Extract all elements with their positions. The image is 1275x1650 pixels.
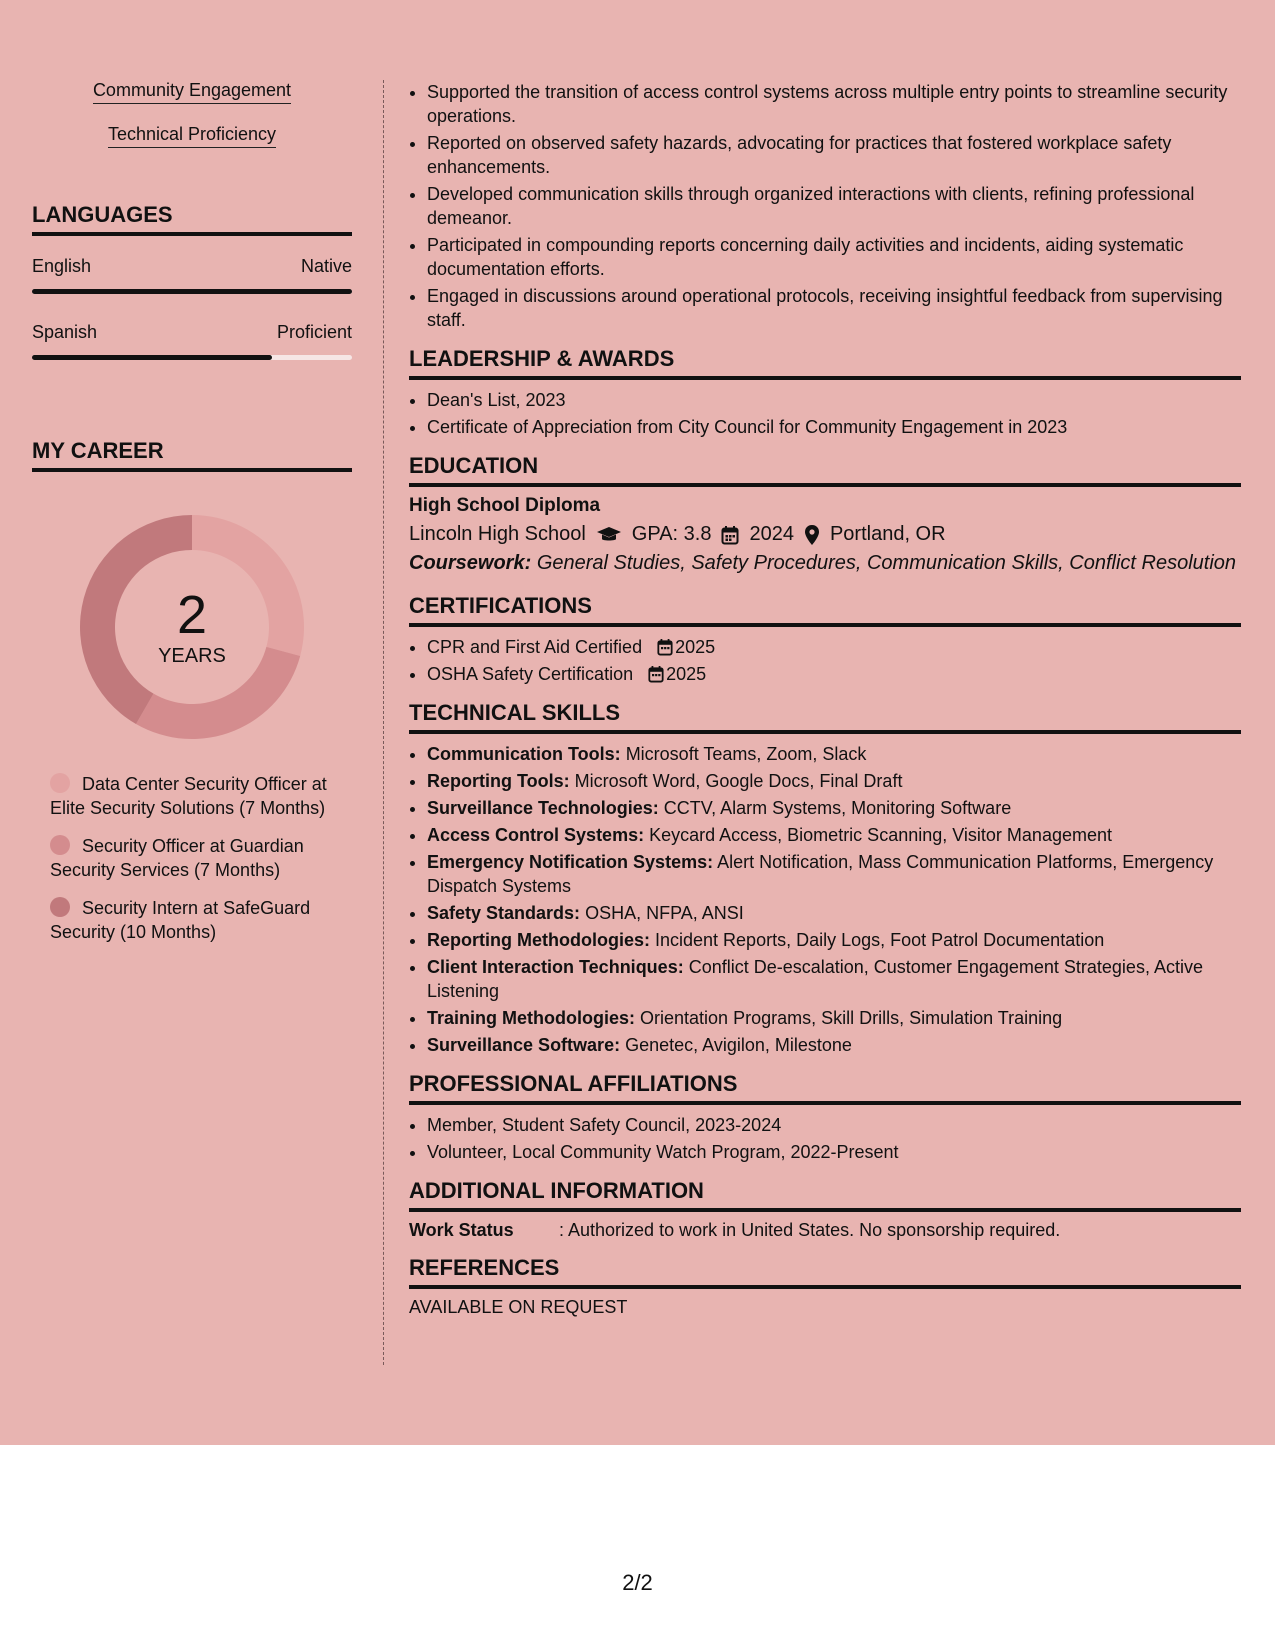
career-legend-item: [50, 772, 330, 820]
career-years-value: 2: [176, 584, 208, 645]
list-item: • Member, Student Safety Council, 2023-2024: [427, 1113, 1241, 1137]
calendar-icon: [648, 665, 664, 683]
calendar-icon: [721, 525, 739, 545]
skill-label: Communication Tools:: [427, 744, 621, 764]
career-years-unit: YEARS: [158, 644, 226, 667]
graduation-cap-icon: [596, 525, 622, 545]
skill-value: Genetec, Avigilon, Milestone: [625, 1035, 852, 1055]
education-gpa: GPA: 3.8: [631, 523, 712, 545]
language-proficiency-bar: [32, 355, 352, 360]
certifications-list: [409, 635, 1241, 686]
work-status: [409, 1220, 1241, 1241]
education-school: Lincoln High School: [409, 523, 586, 545]
list-item: • Participated in compounding reports concerning daily activities and incidents, aiding systematic documentation efforts.: [427, 233, 1241, 281]
leadership-heading: LEADERSHIP & AWARDS: [409, 346, 1241, 380]
legend-dot: [50, 897, 70, 917]
education-location: Portland, OR: [829, 523, 946, 545]
skill-label: Emergency Notification Systems:: [427, 852, 714, 872]
education-degree: High School Diploma: [409, 495, 601, 516]
skill-label: Safety Standards:: [427, 903, 581, 923]
skill-link-community-engagement[interactable]: Community Engagement: [93, 80, 291, 104]
list-item: [427, 850, 1241, 898]
career-legend-item: [50, 896, 330, 944]
skill-label: Reporting Tools:: [427, 771, 570, 791]
location-pin-icon: [804, 524, 820, 546]
career-donut-chart: [77, 512, 307, 742]
affiliations-heading: PROFESSIONAL AFFILIATIONS: [409, 1071, 1241, 1105]
list-item: • Certificate of Appreciation from City Council for Community Engagement in 2023: [427, 415, 1241, 439]
work-status-label: Work Status: [409, 1220, 514, 1240]
technical-skills-heading: TECHNICAL SKILLS: [409, 700, 1241, 734]
references-heading: REFERENCES: [409, 1255, 1241, 1289]
work-status-value: : Authorized to work in United States. No sponsorship required.: [559, 1220, 1061, 1240]
legend-dot: [50, 773, 70, 793]
education-year: 2024: [749, 523, 794, 545]
calendar-icon: [657, 638, 673, 656]
list-item: [427, 796, 1241, 820]
legend-label: Security Officer at Guardian Security Services (7 Months): [50, 836, 304, 880]
skill-value: Microsoft Teams, Zoom, Slack: [625, 744, 867, 764]
education-heading: EDUCATION: [409, 453, 1241, 487]
additional-info-heading: ADDITIONAL INFORMATION: [409, 1178, 1241, 1212]
language-proficiency-bar: [32, 289, 352, 294]
language-name: Spanish: [32, 322, 98, 342]
skill-label: Client Interaction Techniques:: [427, 957, 684, 977]
skill-value: Conflict De-escalation, Customer Engagement Strategies, Active Listening: [427, 957, 1203, 1001]
list-item: • Volunteer, Local Community Watch Program, 2022-Present: [427, 1140, 1241, 1164]
skill-value: Keycard Access, Biometric Scanning, Visitor Management: [649, 825, 1112, 845]
education-details: [409, 523, 1241, 546]
skill-value: Microsoft Word, Google Docs, Final Draft: [574, 771, 903, 791]
page-number: 2/2: [622, 1570, 653, 1595]
legend-label: Security Intern at SafeGuard Security (10 Months): [50, 898, 311, 942]
coursework-value: General Studies, Safety Procedures, Communication Skills, Conflict Resolution: [536, 552, 1237, 574]
languages-heading: LANGUAGES: [32, 202, 352, 236]
career-legend-item: [50, 834, 330, 882]
language-spanish: [32, 322, 352, 360]
skill-label: Access Control Systems:: [427, 825, 645, 845]
leadership-list: [409, 388, 1241, 439]
left-column: [32, 80, 352, 958]
career-legend: [32, 772, 352, 944]
legend-label: Data Center Security Officer at Elite Security Solutions (7 Months): [50, 774, 327, 818]
list-item: [427, 928, 1241, 952]
list-item: • Supported the transition of access control systems across multiple entry points to streamline security operations.: [427, 80, 1241, 128]
list-item: [427, 635, 1241, 659]
skill-label: Reporting Methodologies:: [427, 930, 650, 950]
list-item: [427, 742, 1241, 766]
skill-value: CCTV, Alarm Systems, Monitoring Software: [663, 798, 1012, 818]
list-item: [427, 1033, 1241, 1057]
list-item: [427, 662, 1241, 686]
list-item: • Engaged in discussions around operational protocols, receiving insightful feedback from supervising staff.: [427, 284, 1241, 332]
column-divider: [383, 80, 384, 1365]
skill-value: Incident Reports, Daily Logs, Foot Patrol Documentation: [655, 930, 1105, 950]
experience-bullets: [409, 80, 1241, 332]
list-item: [427, 955, 1241, 1003]
affiliations-list: [409, 1113, 1241, 1164]
skill-label: Surveillance Technologies:: [427, 798, 659, 818]
legend-dot: [50, 835, 70, 855]
language-name: English: [32, 256, 92, 276]
language-level: Native: [300, 256, 352, 276]
right-column: [409, 80, 1241, 1318]
references-text: AVAILABLE ON REQUEST: [409, 1297, 628, 1317]
certification-name: CPR and First Aid Certified: [427, 637, 643, 657]
skill-value: OSHA, NFPA, ANSI: [585, 903, 744, 923]
skill-label: Training Methodologies:: [427, 1008, 635, 1028]
certification-year: 2025: [666, 664, 707, 684]
language-level: Proficient: [276, 322, 352, 342]
list-item: • Reported on observed safety hazards, advocating for practices that fostered workplace safety enhancements.: [427, 131, 1241, 179]
skill-link-technical-proficiency[interactable]: Technical Proficiency: [108, 124, 276, 148]
list-item: • Dean's List, 2023: [427, 388, 1241, 412]
certification-year: 2025: [675, 637, 716, 657]
list-item: [427, 1006, 1241, 1030]
list-item: • Developed communication skills through organized interactions with clients, refining professional demeanor.: [427, 182, 1241, 230]
language-proficiency-fill: [32, 289, 352, 294]
certification-name: OSHA Safety Certification: [427, 664, 634, 684]
education-coursework: [409, 552, 1241, 575]
skill-value: Alert Notification, Mass Communication Platforms, Emergency Dispatch Systems: [427, 852, 1214, 896]
coursework-label: Coursework:: [409, 552, 532, 574]
list-item: [427, 769, 1241, 793]
career-heading: MY CAREER: [32, 438, 352, 472]
list-item: [427, 901, 1241, 925]
skill-value: Orientation Programs, Skill Drills, Simulation Training: [640, 1008, 1063, 1028]
technical-skills-list: [409, 742, 1241, 1057]
certifications-heading: CERTIFICATIONS: [409, 593, 1241, 627]
language-proficiency-fill: [32, 355, 272, 360]
skill-label: Surveillance Software:: [427, 1035, 621, 1055]
language-english: [32, 256, 352, 294]
list-item: [427, 823, 1241, 847]
